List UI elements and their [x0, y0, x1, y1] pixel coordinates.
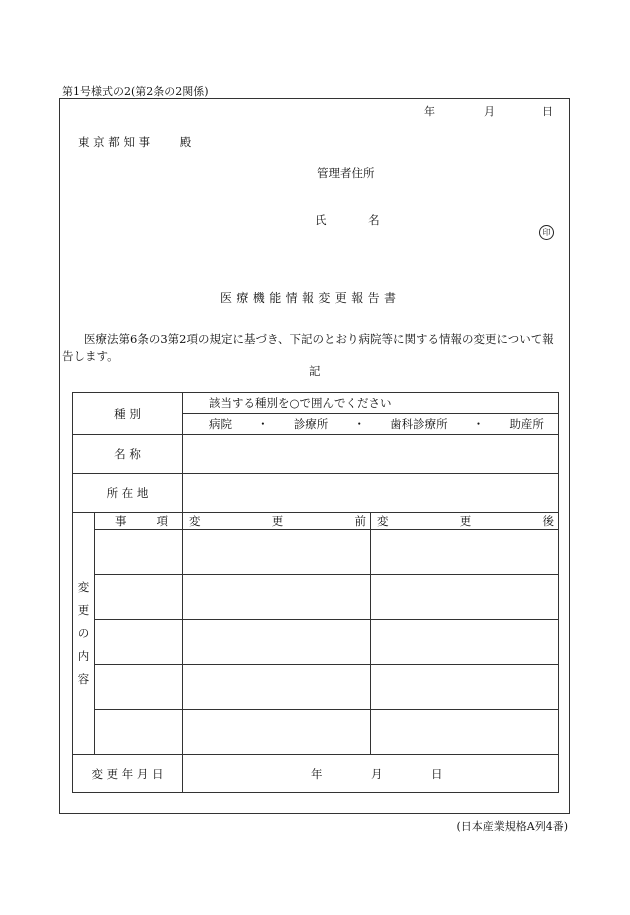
- header-item-char: 項: [156, 514, 168, 528]
- change-content-char: 内: [77, 649, 90, 663]
- change-before-cell[interactable]: [183, 710, 371, 755]
- location-row-label: 所 在 地: [73, 474, 183, 513]
- header-before-char: 変: [189, 514, 201, 528]
- manager-address-label: 管理者住所: [317, 166, 375, 180]
- change-after-cell[interactable]: [371, 620, 559, 665]
- change-date-parts: [183, 766, 558, 782]
- header-before-char: 前: [354, 514, 366, 528]
- change-after-cell[interactable]: [371, 575, 559, 620]
- name-row-label: 名 称: [73, 435, 183, 474]
- seal-icon: 印: [539, 225, 554, 240]
- header-item-char: 事: [115, 514, 127, 528]
- kind-option-separator: ・: [257, 417, 269, 431]
- change-before-cell[interactable]: [183, 575, 371, 620]
- change-date-month: 月: [371, 766, 383, 781]
- footer-note: (日本産業規格A列4番): [456, 820, 568, 833]
- kind-option-hospital[interactable]: 病院: [209, 417, 232, 431]
- kind-options: [183, 416, 558, 432]
- kind-options-cell[interactable]: [183, 414, 559, 435]
- body-text: 医療法第6条の3第2項の規定に基づき、下記のとおり病院等に関する情報の変更について報告します。: [62, 332, 554, 363]
- change-content-char: 容: [77, 672, 90, 686]
- change-date-label: 変 更 年 月 日: [73, 755, 183, 793]
- kind-option-separator: ・: [472, 417, 485, 431]
- addressee-name: 東 京 都 知 事: [78, 135, 151, 149]
- change-after-cell[interactable]: [371, 710, 559, 755]
- change-content-label: [73, 513, 95, 755]
- change-before-cell[interactable]: [183, 530, 371, 575]
- change-item-cell[interactable]: [95, 620, 183, 665]
- change-content-char: 更: [77, 603, 90, 617]
- change-item-cell[interactable]: [95, 530, 183, 575]
- header-after: [371, 513, 559, 530]
- date-day-label: 日: [542, 105, 553, 118]
- change-after-cell[interactable]: [371, 665, 559, 710]
- kind-label: 種 別: [73, 393, 183, 435]
- change-before-cell[interactable]: [183, 665, 371, 710]
- header-after-char: 更: [459, 514, 472, 528]
- addressee: [78, 134, 191, 150]
- report-table: [72, 392, 559, 793]
- change-date-year: 年: [311, 766, 323, 781]
- change-item-cell[interactable]: [95, 575, 183, 620]
- addressee-honorific: 殿: [179, 135, 192, 149]
- change-item-cell[interactable]: [95, 710, 183, 755]
- header-after-char: 変: [377, 514, 389, 528]
- location-input-cell[interactable]: [183, 474, 559, 513]
- name-input-cell[interactable]: [183, 435, 559, 474]
- form-number: 第1号様式の2(第2条の2関係): [62, 85, 209, 98]
- kind-option-separator: ・: [353, 417, 365, 431]
- change-date-day: 日: [431, 766, 443, 781]
- change-before-cell[interactable]: [183, 620, 371, 665]
- date-month-label: 月: [484, 105, 495, 118]
- document-title: 医療機能情報変更報告書: [220, 291, 401, 305]
- kind-option-clinic[interactable]: 診療所: [293, 417, 329, 431]
- kind-option-midwifery[interactable]: 助産所: [509, 417, 544, 431]
- header-after-char: 後: [542, 514, 554, 528]
- header-item: [95, 513, 183, 530]
- change-date-cell[interactable]: [183, 755, 559, 793]
- header-before: [183, 513, 371, 530]
- header-before-char: 更: [271, 514, 284, 528]
- change-item-cell[interactable]: [95, 665, 183, 710]
- kind-option-dental-clinic[interactable]: 歯科診療所: [390, 417, 448, 431]
- change-content-char: 変: [77, 580, 90, 594]
- date-year-label: 年: [424, 105, 435, 118]
- kind-instruction: 該当する種別を○で囲んでください: [183, 393, 559, 414]
- applicant-name-label: 氏 名: [315, 213, 380, 227]
- ki-label: 記: [309, 364, 321, 378]
- change-after-cell[interactable]: [371, 530, 559, 575]
- change-content-char: の: [77, 626, 90, 640]
